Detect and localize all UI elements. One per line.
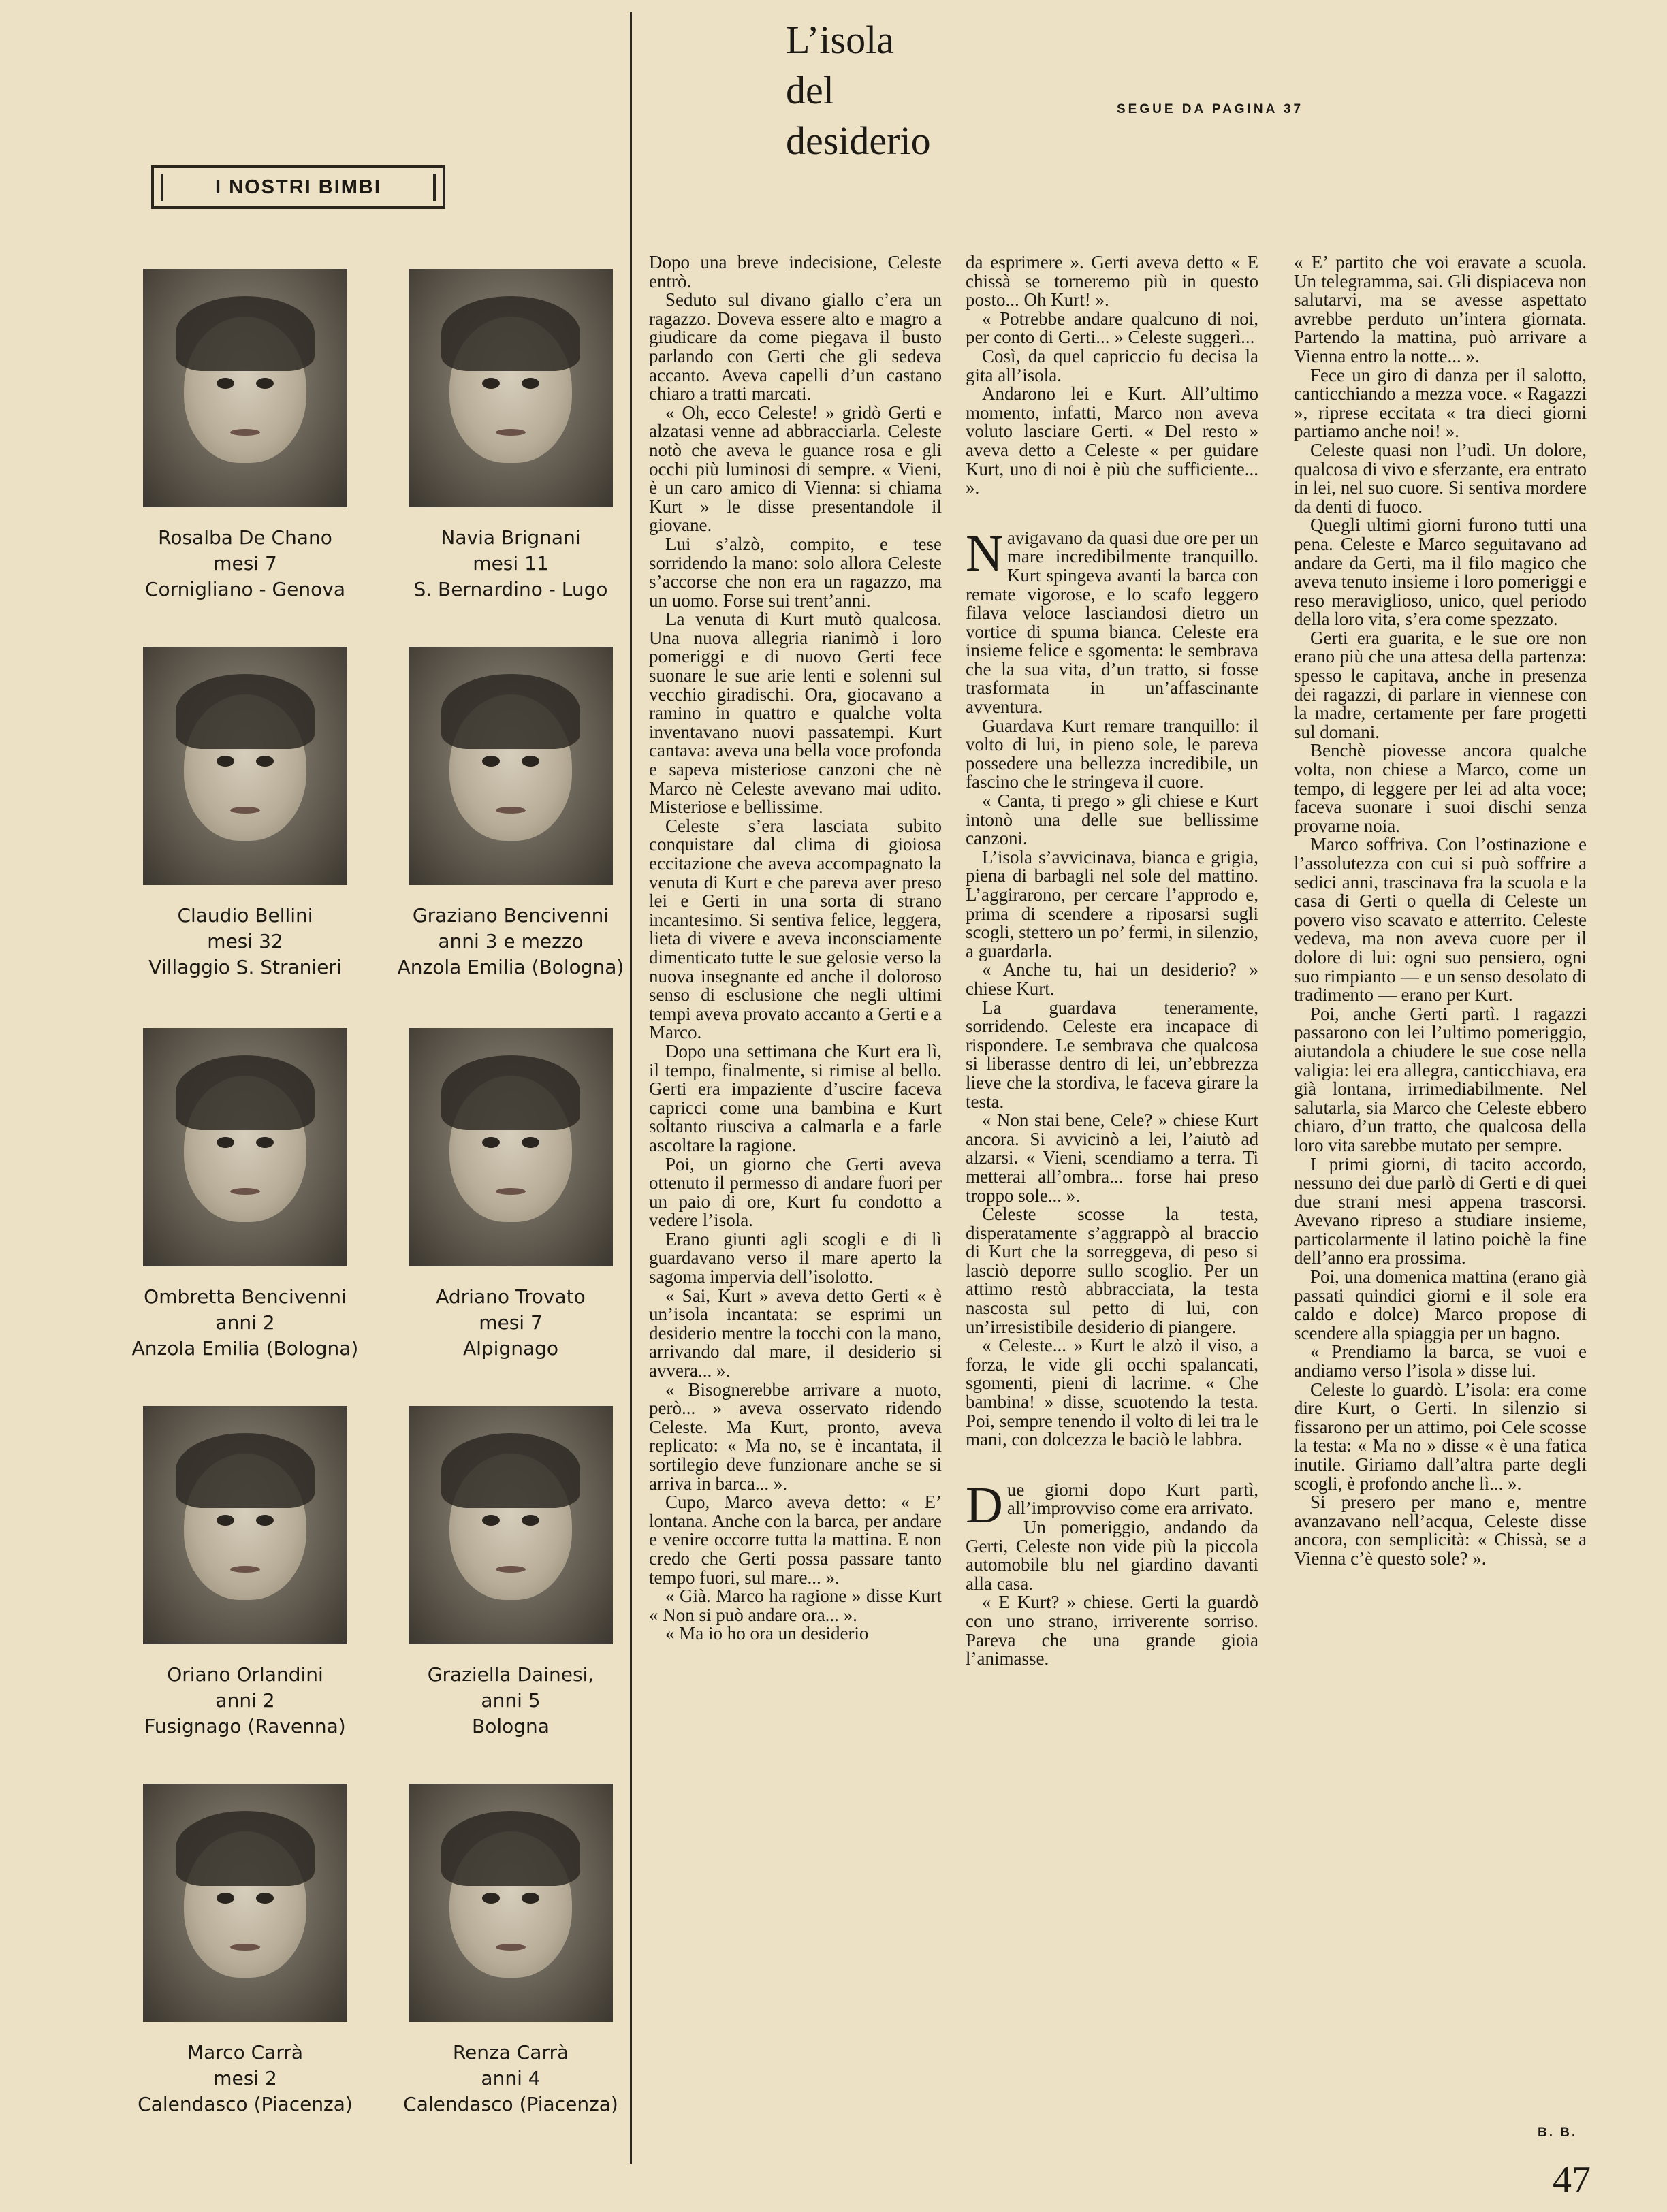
article-paragraph: Si presero per mano e, mentre avanzavano nell’acqua, Celeste disse ancora, con semplicità: « Chissà, se a Vienna c’è questo sole? ». <box>1294 1492 1587 1569</box>
article-paragraph: Gerti era guarita, e le sue ore non erano più che una attesa della partenza: spesso le capitava, anche in presenza dei ragazzi, di parlare in viennese con la madre, certamente per fare progetti sul domani. <box>1294 627 1587 742</box>
child-card <box>102 1028 388 1362</box>
child-age: anni 5 <box>481 1689 541 1712</box>
child-card <box>368 647 654 980</box>
article-paragraph: « Prendiamo la barca, se vuoi e andiamo verso l’isola » disse lui. <box>1294 1341 1587 1381</box>
article-paragraph: « Anche tu, hai un desiderio? » chiese Kurt. <box>966 959 1258 999</box>
article-paragraph: Poi, anche Gerti partì. I ragazzi passarono con lei l’ultimo pomeriggio, aiutandola a chiudere le sue cose nella valigia: lei era allegra, canticchiava, era già lontana, irrimediabilmente. Nel salutarla, sia Marco che Celeste ebbero chiaro, d’un tratto, che qualcosa della loro vita sarebbe mutato per sempre. <box>1294 1003 1587 1155</box>
child-place: Anzola Emilia (Bologna) <box>397 956 624 978</box>
article-paragraph: Celeste lo guardò. L’isola: era come dire Kurt, o Gerti. In silenzio si fissarono per un attimo, poi Cele scosse la testa: « Ma no » disse « è una fatica inutile. Giriamo dall’altra parte degli scogli, è profondo anche lì... ». <box>1294 1379 1587 1494</box>
article-paragraph: « E’ partito che voi eravate a scuola. Un telegramma, sai. Gli dispiaceva non salutarvi, ma se avesse aspettato avrebbe perduto un’intera giornata. Partendo la mattina, può arrivare a Vienna entro la notte... ». <box>1294 252 1587 366</box>
child-photo <box>409 269 613 507</box>
section-title-box: I NOSTRI BIMBI <box>151 165 445 209</box>
child-age: mesi 32 <box>207 930 283 952</box>
child-card <box>368 1028 654 1362</box>
child-age: mesi 7 <box>213 552 277 575</box>
article-paragraph: Seduto sul divano giallo c’era un ragazzo. Doveva essere alto e magro a giudicare da come piegava il busto parlando con Gerti che gli sedeva accanto. Aveva capelli d’un castano chiaro a tratti marcati. <box>649 289 942 404</box>
child-caption <box>102 525 388 603</box>
article-paragraph: Così, da quel capriccio fu decisa la gita all’isola. <box>966 345 1258 385</box>
child-age: mesi 11 <box>473 552 549 575</box>
article-column-1 <box>649 253 942 1644</box>
article-paragraph: Poi, un giorno che Gerti aveva ottenuto il permesso di andare fuori per un paio di ore, Kurt fu condotto a vedere l’isola. <box>649 1153 942 1231</box>
article-paragraph: « Canta, ti prego » gli chiese e Kurt intonò una delle sue bellissime canzoni. <box>966 790 1258 849</box>
article-paragraph: Celeste scosse la testa, disperatamente s’aggrappò al braccio di Kurt che la sorreggeva, di peso si lasciò deporre sullo scoglio. Per un attimo restò abbracciata, la testa nascosta sul petto di lui, con un’irresistibile desiderio di piangere. <box>966 1204 1258 1337</box>
child-card <box>368 1406 654 1740</box>
child-caption <box>102 1284 388 1362</box>
child-caption <box>102 1662 388 1740</box>
child-name: Marco Carrà <box>187 2041 304 2064</box>
article-paragraph: Due giorni dopo Kurt partì, all’improvviso come era arrivato. <box>966 1476 1258 1534</box>
article-paragraph: Benchè piovesse ancora qualche volta, non chiese a Marco, come un tempo, di leggere per lei ad alta voce; faceva suonare i suoi dischi senza provarne noia. <box>1294 740 1587 836</box>
article-paragraph: « Già. Marco ha ragione » disse Kurt « Non si può andare ora... ». <box>649 1586 942 1625</box>
child-card <box>102 1784 388 2117</box>
child-photo <box>409 647 613 885</box>
child-place: Cornigliano - Genova <box>144 578 346 600</box>
article-paragraph: « Celeste... » Kurt le alzò il viso, a forza, le vide gli occhi spalancati, sgomenti, pieni di lacrime. « Che bambina! » disse, scuotendo la testa. Poi, sempre tenendo il volto di lei tra le mani, con dolcezza le baciò le labbra. <box>966 1335 1258 1450</box>
author-signature: B. B. <box>1538 2126 1578 2140</box>
child-place: Calendasco (Piacenza) <box>138 2093 353 2115</box>
article-paragraph: La guardava teneramente, sorridendo. Celeste era incapace di rispondere. Le sembrava che qualcosa si liberasse dentro di lei, un’ebbrezza lieve che la stordiva, le faceva girare la testa. <box>966 997 1258 1112</box>
article-paragraph: Lui s’alzò, compito, e tese sorridendo la mano: solo allora Celeste s’accorse che non era un ragazzo, ma un uomo. Forse sui trent’anni. <box>649 533 942 611</box>
child-photo <box>143 1406 347 1644</box>
child-caption <box>368 903 654 980</box>
child-caption <box>368 1284 654 1362</box>
child-place: Anzola Emilia (Bologna) <box>131 1337 359 1360</box>
article-paragraph: Celeste s’era lasciata subito conquistare dal clima di gioiosa eccitazione che aveva accompagnato la venuta di Kurt e che pareva aver preso lei e Gerti in una sorta di strano incantesimo. Si sentiva felice, leggera, lieta di vivere e aveva inconsciamente dimenticato tutte le sue gelosie verso la nuova insegnante ed anche il doloroso senso di esclusione che negli ultimi tempi aveva provato accanto a Gerti e a Marco. <box>649 815 942 1043</box>
child-card <box>102 269 388 603</box>
child-card <box>102 647 388 980</box>
child-card <box>368 269 654 603</box>
article-paragraph: « Potrebbe andare qualcuno di noi, per conto di Gerti... » Celeste suggerì... <box>966 308 1258 348</box>
child-photo <box>409 1784 613 2022</box>
article-paragraph: L’isola s’avvicinava, bianca e grigia, piena di barbagli nel sole del mattino. L’aggirarono, per cercare l’approdo e, prima di scendere a riposarsi sugli scogli, stettero un po’ fermi, in silenzio, a guardarla. <box>966 846 1258 961</box>
article-paragraph: Navigavano da quasi due ore per un mare incredibilmente tranquillo. Kurt spingeva avanti la barca con remate vigorose, e lo scafo leggero filava veloce lasciandosi dietro un vortice di spuma bianca. Celeste era insieme felice e sgomenta: le sembrava che la sua vita, d’un tratto, si fosse trasformata in un’affascinante avventura. <box>966 524 1258 718</box>
child-photo <box>409 1028 613 1266</box>
article-paragraph: Dopo una settimana che Kurt era lì, il tempo, finalmente, si rimise al bello. Gerti era impaziente d’uscire faceva capricci come una bambina e Kurt soltanto riusciva a calmarla e a farle ascoltare la ragione. <box>649 1040 942 1155</box>
article-paragraph: Poi, una domenica mattina (erano già passati quindici giorni e il sole era caldo e dolce) Marco propose di scendere alla spiaggia per un bagno. <box>1294 1266 1587 1343</box>
article-paragraph: « Oh, ecco Celeste! » gridò Gerti e alzatasi venne ad abbracciarla. Celeste notò che aveva le guance rosa e gli occhi più luminosi di sempre. « Vieni, è un caro amico di Vienna: si chiama Kurt » le disse presentandole il giovane. <box>649 402 942 536</box>
article-paragraph: Cupo, Marco aveva detto: « E’ lontana. Anche con la barca, per andare e venire occorre tutta la mattina. E non credo che Gerti possa passare tanto tempo fuori, sul mare... ». <box>649 1492 942 1588</box>
child-photo <box>143 1028 347 1266</box>
child-place: Alpignago <box>462 1337 559 1360</box>
child-place: Bologna <box>472 1715 550 1737</box>
article-paragraph: Un pomeriggio, andando da Gerti, Celeste non vide più la piccola automobile blu nel giardino davanti alla casa. <box>966 1517 1258 1594</box>
child-photo <box>143 647 347 885</box>
child-name: Oriano Orlandini <box>167 1663 323 1686</box>
child-name: Rosalba De Chano <box>158 526 332 549</box>
article-paragraph: Celeste quasi non l’udì. Un dolore, qualcosa di vivo e sferzante, era entrato in lei, nel suo cuore. Si sentiva mordere da denti di fuoco. <box>1294 439 1587 517</box>
article-paragraph: « Bisognerebbe arrivare a nuoto, però... » aveva osservato ridendo Celeste. Ma Kurt, pronto, aveva replicato: « Ma no, se è incantata, il sortilegio deve funzionare anche se si arriva in barca... ». <box>649 1379 942 1494</box>
article-column-2 <box>966 253 1258 1669</box>
child-name: Adriano Trovato <box>436 1285 586 1308</box>
article-title <box>786 15 931 166</box>
child-age: mesi 7 <box>479 1311 543 1334</box>
article-paragraph: Guardava Kurt remare tranquillo: il volto di lui, in pieno sole, le pareva possedere una bellezza incredibile, un fascino che le stringeva il cuore. <box>966 715 1258 792</box>
child-caption <box>368 1662 654 1740</box>
child-name: Graziano Bencivenni <box>412 904 609 927</box>
article-paragraph: Marco soffriva. Con l’ostinazione e l’assolutezza con cui si può soffrire a sedici anni, trascinava fra la scuola e la casa di Gerti o quella di Celeste un povero viso scavato e atterrito. Celeste vedeva, ma non aveva cuore per il dolore di lui: ogni suo pensiero, ogni suo rimpianto — e un senso desolato di tradimento — erano per Kurt. <box>1294 834 1587 1006</box>
child-name: Navia Brignani <box>441 526 581 549</box>
child-caption <box>102 903 388 980</box>
child-photo <box>409 1406 613 1644</box>
article-paragraph: I primi giorni, di tacito accordo, nessuno dei due parlò di Gerti e di quei due strani mesi appena trascorsi. Avevano ripreso a studiare insieme, particolarmente il latino poichè la fine dell’anno era prossima. <box>1294 1153 1587 1268</box>
child-photo <box>143 1784 347 2022</box>
article-paragraph: « Sai, Kurt » aveva detto Gerti « è un’isola incantata: se esprimi un desiderio mentre la tocchi con la mano, arrivando dal mare, il desiderio si avvera... ». <box>649 1285 942 1381</box>
child-caption <box>368 2040 654 2117</box>
child-name: Claudio Bellini <box>177 904 313 927</box>
child-name: Ombretta Bencivenni <box>144 1285 347 1308</box>
title-line: desiderio <box>786 118 931 163</box>
article-paragraph: Erano giunti agli scogli e di lì guardavano verso il mare aperto la sagoma impervia dell’isolotto. <box>649 1228 942 1287</box>
child-place: S. Bernardino - Lugo <box>413 578 608 600</box>
article-paragraph: « E Kurt? » chiese. Gerti la guardò con uno strano, irriverente sorriso. Pareva che una grande gioia l’animasse. <box>966 1592 1258 1669</box>
child-age: anni 3 e mezzo <box>438 930 584 952</box>
title-line: L’isola <box>786 18 894 62</box>
continued-from-note: SEGUE DA PAGINA 37 <box>1117 102 1304 116</box>
article-paragraph: Dopo una breve indecisione, Celeste entrò. <box>649 252 942 291</box>
title-line: del <box>786 68 834 112</box>
child-photo <box>143 269 347 507</box>
child-place: Villaggio S. Stranieri <box>148 956 342 978</box>
article-column-3 <box>1294 253 1587 1569</box>
child-age: mesi 2 <box>213 2067 277 2089</box>
child-card <box>102 1406 388 1740</box>
article-paragraph: Fece un giro di danza per il salotto, canticchiando a mezza voce. « Ragazzi », riprese eccitata « tra dieci giorni partiamo anche noi! ». <box>1294 364 1587 442</box>
child-name: Graziella Dainesi, <box>427 1663 594 1686</box>
child-age: anni 2 <box>215 1689 275 1712</box>
child-place: Calendasco (Piacenza) <box>403 2093 618 2115</box>
child-card <box>368 1784 654 2117</box>
article-paragraph: Andarono lei e Kurt. All’ultimo momento, infatti, Marco non aveva voluto lasciare Gerti. « Del resto » aveva detto a Celeste « per guidare Kurt, uno di noi è più che sufficiente... ». <box>966 383 1258 498</box>
article-paragraph: Quegli ultimi giorni furono tutti una pena. Celeste e Marco seguitavano ad andare da Gerti, ma il filo magico che aveva tenuto insieme i loro pomeriggi e reso meraviglioso, unico, quel periodo della loro vita, s’era come spezzato. <box>1294 515 1587 630</box>
article-paragraph: La venuta di Kurt mutò qualcosa. Una nuova allegria rianimò i loro pomeriggi e di nuovo Gerti fece suonare le sue arie lenti e solenni sul vecchio giradischi. Ora, giocavano a ramino in quattro e qualche volta inventavano nuovi passatempi. Kurt cantava: aveva una bella voce profonda e sapeva misteriose canzoni che nè Marco nè Celeste avevano mai udito. Misteriose e bellissime. <box>649 609 942 818</box>
child-caption <box>102 2040 388 2117</box>
child-age: anni 4 <box>481 2067 541 2089</box>
child-place: Fusignago (Ravenna) <box>144 1715 346 1737</box>
article-paragraph: « Ma io ho ora un desiderio <box>665 1623 869 1644</box>
page-number: 47 <box>1553 2159 1591 2201</box>
child-caption <box>368 525 654 603</box>
article-paragraph: da esprimere ». Gerti aveva detto « E chissà se torneremo più in questo posto... Oh Kurt! ». <box>966 252 1258 310</box>
child-name: Renza Carrà <box>452 2041 569 2064</box>
article-paragraph: « Non stai bene, Cele? » chiese Kurt ancora. Si avvicinò a lei, l’aiutò ad alzarsi. « Vieni, scendiamo a terra. Ti metterai all’ombra... forse hai preso troppo sole... ». <box>966 1110 1258 1206</box>
child-age: anni 2 <box>215 1311 275 1334</box>
